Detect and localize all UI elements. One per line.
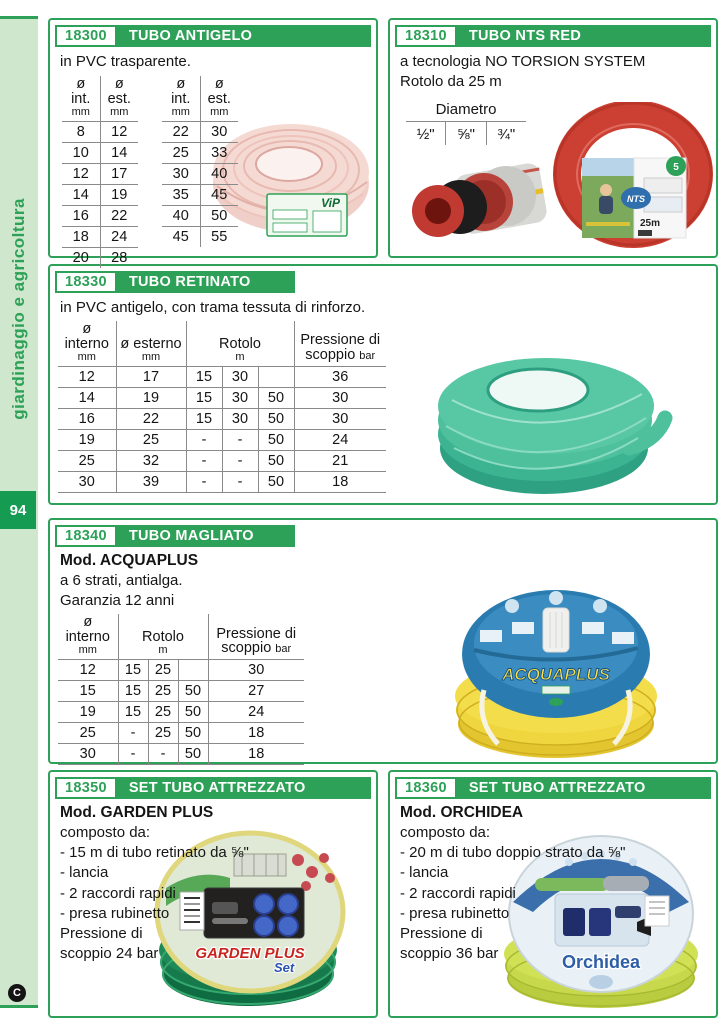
section-header [55, 271, 295, 293]
table-row [58, 660, 304, 681]
kit-item: - lancia [60, 864, 109, 882]
table-cell: 15 [118, 702, 148, 723]
table-cell: 25 [148, 702, 178, 723]
table-cell: 25 [116, 429, 186, 450]
table-cell: - [118, 723, 148, 744]
table-cell: - [148, 744, 178, 765]
table-cell: 18 [208, 744, 304, 765]
product-section-18340 [48, 518, 718, 764]
product-section-18350 [48, 770, 378, 1018]
table-cell: - [186, 450, 222, 471]
table-header-row: ø interno mm ø esterno mm Rotolo m Pressione di scoppio bar [58, 321, 386, 366]
table-cell: - [222, 450, 258, 471]
table-cell: 50 [258, 450, 294, 471]
pressure-line2: scoppio 24 bar [60, 945, 159, 963]
table-cell: 50 [178, 702, 208, 723]
spec-table-left [62, 76, 138, 268]
diameter-value: ¾" [497, 126, 516, 144]
table-cell [258, 366, 294, 387]
product-description-line1: a 6 strati, antialga. [60, 572, 183, 589]
table-row [62, 121, 138, 142]
spec-table [58, 614, 304, 765]
set-brand-label: Orchidea [561, 952, 641, 972]
table-header-row: ø interno mm Rotolo m Pressione di scoppio bar [58, 614, 304, 659]
table-cell: 14 [58, 387, 116, 408]
table-cell: 30 [222, 387, 258, 408]
table-cell: 35 [162, 184, 200, 205]
table-cell: - [186, 429, 222, 450]
table-row [58, 723, 304, 744]
kit-intro: composto da: [400, 824, 491, 841]
pressure-line2: scoppio 36 bar [400, 945, 499, 963]
table-row [162, 205, 238, 226]
kit-intro: composto da: [60, 824, 151, 841]
table-cell: 50 [178, 681, 208, 702]
table-row [58, 408, 386, 429]
page-number: 94 [0, 491, 36, 529]
table-row [58, 681, 304, 702]
roll-length-label: 25m [640, 218, 661, 229]
product-description: in PVC trasparente. [60, 53, 191, 70]
table-cell: 25 [162, 142, 200, 163]
diameter-value: ⅝" [446, 122, 486, 145]
table-cell: 40 [200, 163, 238, 184]
table-cell: 20 [62, 247, 100, 268]
product-description: in PVC antigelo, con trama tessuta di rinforzo. [60, 299, 366, 316]
pressure-line1: Pressione di [60, 924, 143, 942]
table-row [62, 184, 138, 205]
table-cell: 22 [116, 408, 186, 429]
table-cell: 14 [100, 142, 138, 163]
table-cell: 12 [100, 121, 138, 142]
table-cell: - [222, 429, 258, 450]
product-section-18310 [388, 18, 718, 258]
table-cell: 22 [100, 205, 138, 226]
product-code: 18310 [397, 27, 455, 45]
kit-item: - presa rubinetto [60, 904, 170, 922]
table-row [162, 184, 238, 205]
table-row [58, 387, 386, 408]
table-cell: 24 [100, 226, 138, 247]
table-cell: 30 [162, 163, 200, 184]
table-cell: 24 [208, 702, 304, 723]
table-cell: 25 [148, 681, 178, 702]
table-row [162, 226, 238, 247]
table-cell: 19 [116, 387, 186, 408]
table-cell: 30 [294, 387, 386, 408]
table-cell: 30 [200, 121, 238, 142]
table-row [62, 163, 138, 184]
table-cell: 33 [200, 142, 238, 163]
table-cell: 8 [62, 121, 100, 142]
table-cell: 19 [58, 429, 116, 450]
product-section-18330 [48, 264, 718, 505]
table-cell: 15 [186, 408, 222, 429]
table-cell: 50 [258, 387, 294, 408]
table-row [58, 471, 386, 492]
table-cell: 36 [294, 366, 386, 387]
table-row [58, 450, 386, 471]
table-row [62, 205, 138, 226]
table-cell: 18 [294, 471, 386, 492]
table-cell: 25 [58, 723, 118, 744]
diameter-values [406, 122, 526, 145]
section-title: TUBO ANTIGELO [128, 28, 253, 44]
kit-item: - presa rubinetto [400, 904, 510, 922]
table-cell: 18 [62, 226, 100, 247]
brand-badge: NTS [627, 194, 645, 204]
table-cell: 50 [178, 744, 208, 765]
table-cell: 14 [62, 184, 100, 205]
product-image-red-hose-coil [552, 102, 714, 252]
product-code: 18340 [57, 527, 115, 545]
table-row [162, 142, 238, 163]
table-cell: 32 [116, 450, 186, 471]
table-cell: 12 [58, 660, 118, 681]
section-header [55, 525, 295, 547]
table-cell: 25 [148, 723, 178, 744]
table-cell: 30 [58, 471, 116, 492]
table-cell [178, 660, 208, 681]
kit-item: - 15 m di tubo retinato da ⅝" [60, 844, 249, 862]
table-cell: 50 [258, 429, 294, 450]
product-model: Mod. ACQUAPLUS [60, 552, 199, 569]
table-cell: 28 [111, 250, 128, 267]
table-cell: 30 [208, 660, 304, 681]
table-cell: 12 [58, 366, 116, 387]
table-cell: 50 [178, 723, 208, 744]
table-cell: 19 [100, 184, 138, 205]
table-row [58, 702, 304, 723]
table-cell: 45 [162, 226, 200, 247]
product-image-green-braided-hose-coil [424, 330, 674, 498]
hose-brand-label: ViP [321, 196, 340, 210]
product-section-18360 [388, 770, 718, 1018]
product-description-line2: Rotolo da 25 m [400, 73, 502, 91]
table-row [62, 247, 138, 268]
table-cell: 18 [208, 723, 304, 744]
table-cell: 16 [58, 408, 116, 429]
table-header-row: ø int. mm ø est. mm [62, 76, 138, 121]
table-cell: 50 [200, 205, 238, 226]
table-cell: 17 [100, 163, 138, 184]
table-row [58, 744, 304, 765]
table-cell: 22 [162, 121, 200, 142]
table-cell: 25 [148, 660, 178, 681]
table-row [162, 121, 238, 142]
table-cell: 17 [116, 366, 186, 387]
table-cell: 40 [162, 205, 200, 226]
table-cell: 19 [58, 702, 118, 723]
section-header [395, 777, 711, 799]
kit-item: - 20 m di tubo doppio strato da ⅝" [400, 844, 626, 862]
product-image-hose-cross-section [398, 148, 548, 248]
set-brand-label: GARDEN PLUS [195, 945, 305, 962]
kit-item: - lancia [400, 864, 449, 882]
table-row [62, 226, 138, 247]
publisher-logo-icon: C [8, 984, 26, 1002]
table-cell: 15 [58, 681, 118, 702]
table-cell: 30 [222, 366, 258, 387]
section-header [55, 777, 371, 799]
table-cell: 45 [200, 184, 238, 205]
table-cell: - [222, 471, 258, 492]
table-row [58, 366, 386, 387]
spec-table [58, 321, 386, 493]
product-code: 18350 [57, 779, 115, 797]
sidebar-category-title [0, 119, 38, 499]
table-cell: - [186, 471, 222, 492]
table-header-row: ø int. mm ø est. mm [162, 76, 238, 121]
table-cell: 50 [258, 471, 294, 492]
section-title: TUBO NTS RED [468, 28, 582, 44]
table-cell: 21 [294, 450, 386, 471]
product-description-line2: Garanzia 12 anni [60, 592, 175, 610]
product-description-line1: a tecnologia NO TORSION SYSTEM [400, 53, 646, 70]
table-row [62, 142, 138, 163]
kit-item: - 2 raccordi rapidi [60, 884, 176, 902]
table-cell: 15 [186, 387, 222, 408]
table-cell: 15 [118, 660, 148, 681]
section-header [395, 25, 711, 47]
diameter-label: Diametro [406, 101, 526, 122]
table-row [58, 429, 386, 450]
table-cell: 27 [208, 681, 304, 702]
section-header [55, 25, 371, 47]
spec-table-right [162, 76, 238, 247]
product-code: 18360 [397, 779, 455, 797]
table-cell: 55 [211, 229, 228, 246]
table-cell: 10 [62, 142, 100, 163]
section-title: TUBO MAGLIATO [128, 528, 254, 544]
table-cell: 25 [58, 450, 116, 471]
table-cell: 24 [294, 429, 386, 450]
table-cell: 30 [222, 408, 258, 429]
set-sub-label: Set [274, 960, 295, 975]
hose-brand-label: ACQUAPLUS [502, 665, 610, 684]
table-cell: 16 [62, 205, 100, 226]
table-cell: 12 [62, 163, 100, 184]
diameter-table [406, 101, 526, 145]
kit-item: - 2 raccordi rapidi [400, 884, 516, 902]
table-cell: 15 [186, 366, 222, 387]
table-cell: 39 [116, 471, 186, 492]
section-title: SET TUBO ATTREZZATO [128, 780, 306, 796]
sidebar [0, 16, 38, 1008]
section-title: SET TUBO ATTREZZATO [468, 780, 646, 796]
warranty-badge: 5 [673, 162, 679, 173]
table-cell: - [118, 744, 148, 765]
table-cell: 50 [258, 408, 294, 429]
diameter-value: ½" [406, 122, 446, 145]
pressure-line1: Pressione di [400, 924, 483, 942]
table-row [162, 163, 238, 184]
product-model: Mod. ORCHIDEA [400, 804, 524, 821]
product-model: Mod. GARDEN PLUS [60, 804, 214, 821]
table-cell: 15 [118, 681, 148, 702]
table-cell: 30 [294, 408, 386, 429]
section-title: TUBO RETINATO [128, 274, 251, 290]
table-cell: 30 [58, 744, 118, 765]
product-code: 18300 [57, 27, 115, 45]
product-section-18300 [48, 18, 378, 267]
sidebar-category-text: giardinaggio e agricoltura [9, 198, 28, 420]
product-code: 18330 [57, 273, 115, 291]
